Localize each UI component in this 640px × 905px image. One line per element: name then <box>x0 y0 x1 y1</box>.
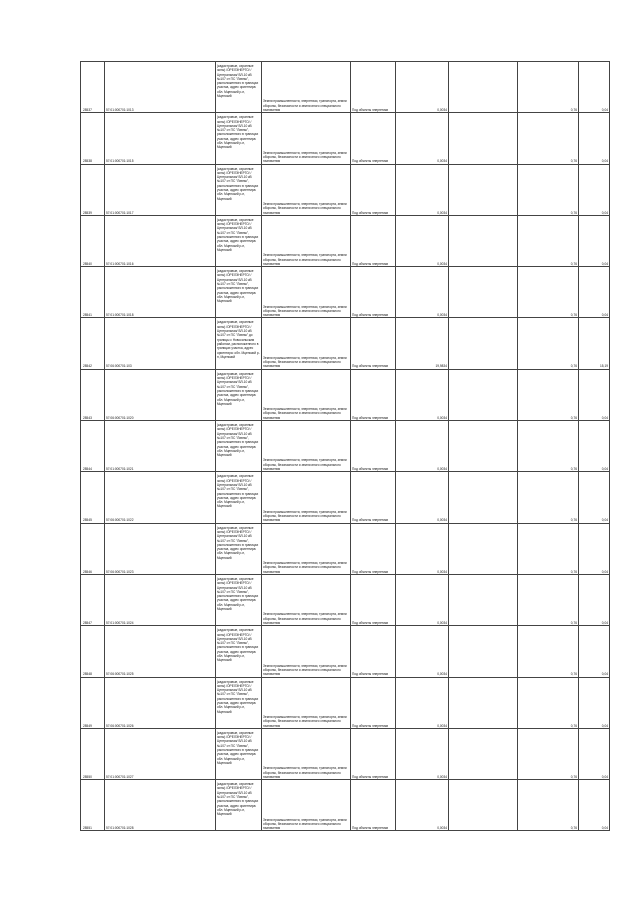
land-plots-table <box>80 61 610 831</box>
table-row <box>81 62 610 113</box>
object-description-cell: (кадастровые, охранные зоны) /ОРЕЛЭНЕРГО/ /Центральная/ ВЛ-10 кВ №107 от ПС "Ливны" до границы с Новосильским районом, расположенного в границах участка, адрес ориентира: обл. Мценский р-н, Мценский <box>216 318 262 369</box>
land-category-cell: Земли промышленности, энергетики, транспорта, земли обороны, безопасности и земли иного специального назначения <box>262 215 351 266</box>
empty-cell <box>449 62 518 113</box>
area-cell: 0,0034 <box>396 472 449 523</box>
table-row <box>81 369 610 420</box>
rate-cell: 0,76 <box>518 472 579 523</box>
empty-cell <box>449 369 518 420</box>
row-number-cell: 28544 <box>81 421 105 472</box>
rate-cell: 0,76 <box>518 164 579 215</box>
row-number-cell: 28547 <box>81 574 105 625</box>
land-category-cell: Земли промышленности, энергетики, транспорта, земли обороны, безопасности и земли иного специального назначения <box>262 369 351 420</box>
cadastral-number-cell: 57:01:000701:1021 <box>105 421 216 472</box>
row-number-cell: 28541 <box>81 267 105 318</box>
empty-cell <box>449 421 518 472</box>
area-cell: 0,0034 <box>396 267 449 318</box>
amount-cell: 0,04 <box>579 626 610 677</box>
rate-cell: 0,76 <box>518 369 579 420</box>
area-cell: 0,0034 <box>396 113 449 164</box>
row-number-cell: 28538 <box>81 113 105 164</box>
cadastral-number-cell: 57:01:000701:1017 <box>105 164 216 215</box>
empty-cell <box>449 113 518 164</box>
rate-cell: 0,76 <box>518 113 579 164</box>
empty-cell <box>449 677 518 728</box>
empty-cell <box>449 318 518 369</box>
permitted-use-cell: Под объекты энергетики <box>351 318 396 369</box>
cadastral-number-cell: 57:06:000701:103 <box>105 318 216 369</box>
area-cell: 0,0034 <box>396 421 449 472</box>
table-row <box>81 626 610 677</box>
land-category-cell: Земли промышленности, энергетики, транспорта, земли обороны, безопасности и земли иного специального назначения <box>262 780 351 831</box>
cadastral-number-cell: 57:06:000701:1022 <box>105 472 216 523</box>
rate-cell: 0,76 <box>518 523 579 574</box>
area-cell: 19,9834 <box>396 318 449 369</box>
rate-cell: 0,76 <box>518 267 579 318</box>
row-number-cell: 28545 <box>81 472 105 523</box>
empty-cell <box>449 780 518 831</box>
permitted-use-cell: Под объекты энергетики <box>351 574 396 625</box>
empty-cell <box>449 574 518 625</box>
land-category-cell: Земли промышленности, энергетики, транспорта, земли обороны, безопасности и земли иного специального назначения <box>262 421 351 472</box>
table-row <box>81 523 610 574</box>
row-number-cell: 28540 <box>81 215 105 266</box>
table-row <box>81 164 610 215</box>
empty-cell <box>449 626 518 677</box>
permitted-use-cell: Под объекты энергетики <box>351 164 396 215</box>
cadastral-number-cell: 57:01:000701:1024 <box>105 574 216 625</box>
land-category-cell: Земли промышленности, энергетики, транспорта, земли обороны, безопасности и земли иного специального назначения <box>262 472 351 523</box>
object-description-cell: (кадастровые, охранные зоны) /ОРЕЛЭНЕРГО/ /Центральная/ ВЛ-10 кВ №107 от ПС "Ливны", расположенного в границах участка, адрес ориентира: обл. Мценский р-н, Мценский <box>216 113 262 164</box>
empty-cell <box>449 164 518 215</box>
area-cell: 0,0034 <box>396 164 449 215</box>
empty-cell <box>449 728 518 779</box>
row-number-cell: 28550 <box>81 728 105 779</box>
object-description-cell: (кадастровые, охранные зоны) /ОРЕЛЭНЕРГО/ /Центральная/ ВЛ-10 кВ №107 от ПС "Ливны", расположенного в границах участка, адрес ориентира: обл. Мценский р-н, Мценский <box>216 164 262 215</box>
amount-cell: 0,04 <box>579 574 610 625</box>
row-number-cell: 28546 <box>81 523 105 574</box>
table-row <box>81 472 610 523</box>
table-row <box>81 574 610 625</box>
table-row <box>81 728 610 779</box>
object-description-cell: (кадастровые, охранные зоны) /ОРЕЛЭНЕРГО/ /Центральная/ ВЛ-10 кВ №107 от ПС "Ливны", расположенного в границах участка, адрес ориентира: обл. Мценский р-н, Мценский <box>216 780 262 831</box>
amount-cell: 0,04 <box>579 472 610 523</box>
amount-cell: 0,04 <box>579 677 610 728</box>
table-row <box>81 215 610 266</box>
rate-cell: 0,76 <box>518 626 579 677</box>
table-row <box>81 677 610 728</box>
amount-cell: 0,04 <box>579 267 610 318</box>
table-row <box>81 421 610 472</box>
row-number-cell: 28543 <box>81 369 105 420</box>
permitted-use-cell: Под объекты энергетики <box>351 626 396 677</box>
cadastral-number-cell: 57:06:000701:1026 <box>105 677 216 728</box>
permitted-use-cell: Под объекты энергетики <box>351 677 396 728</box>
cadastral-number-cell: 57:06:000701:1025 <box>105 626 216 677</box>
area-cell: 0,0034 <box>396 728 449 779</box>
area-cell: 0,0034 <box>396 62 449 113</box>
land-category-cell: Земли промышленности, энергетики, транспорта, земли обороны, безопасности и земли иного специального назначения <box>262 267 351 318</box>
table-row <box>81 267 610 318</box>
amount-cell: 0,04 <box>579 164 610 215</box>
cadastral-number-cell: 57:06:000701:1023 <box>105 523 216 574</box>
object-description-cell: (кадастровые, охранные зоны) /ОРЕЛЭНЕРГО/ /Центральная/ ВЛ-10 кВ №107 от ПС "Ливны", расположенного в границах участка, адрес ориентира: обл. Мценский р-н, Мценский <box>216 62 262 113</box>
permitted-use-cell: Под объекты энергетики <box>351 267 396 318</box>
rate-cell: 0,76 <box>518 728 579 779</box>
object-description-cell: (кадастровые, охранные зоны) /ОРЕЛЭНЕРГО/ /Центральная/ ВЛ-10 кВ №107 от ПС "Ливны", расположенного в границах участка, адрес ориентира: обл. Мценский р-н, Мценский <box>216 215 262 266</box>
permitted-use-cell: Под объекты энергетики <box>351 369 396 420</box>
permitted-use-cell: Под объекты энергетики <box>351 113 396 164</box>
rate-cell: 0,76 <box>518 780 579 831</box>
table-body <box>81 62 610 831</box>
area-cell: 0,0034 <box>396 626 449 677</box>
land-category-cell: Земли промышленности, энергетики, транспорта, земли обороны, безопасности и земли иного специального назначения <box>262 523 351 574</box>
row-number-cell: 28551 <box>81 780 105 831</box>
object-description-cell: (кадастровые, охранные зоны) /ОРЕЛЭНЕРГО/ /Центральная/ ВЛ-10 кВ №107 от ПС "Ливны", расположенного в границах участка, адрес ориентира: обл. Мценский р-н, Мценский <box>216 472 262 523</box>
empty-cell <box>449 523 518 574</box>
amount-cell: 0,04 <box>579 523 610 574</box>
land-category-cell: Земли промышленности, энергетики, транспорта, земли обороны, безопасности и земли иного специального назначения <box>262 164 351 215</box>
rate-cell: 0,76 <box>518 677 579 728</box>
amount-cell: 0,04 <box>579 728 610 779</box>
permitted-use-cell: Под объекты энергетики <box>351 62 396 113</box>
area-cell: 0,0034 <box>396 215 449 266</box>
permitted-use-cell: Под объекты энергетики <box>351 215 396 266</box>
cadastral-number-cell: 57:01:000701:1015 <box>105 113 216 164</box>
cadastral-number-cell: 57:06:000701:1020 <box>105 369 216 420</box>
land-category-cell: Земли промышленности, энергетики, транспорта, земли обороны, безопасности и земли иного специального назначения <box>262 626 351 677</box>
permitted-use-cell: Под объекты энергетики <box>351 472 396 523</box>
table-row <box>81 113 610 164</box>
amount-cell: 0,04 <box>579 215 610 266</box>
row-number-cell: 28539 <box>81 164 105 215</box>
permitted-use-cell: Под объекты энергетики <box>351 728 396 779</box>
empty-cell <box>449 472 518 523</box>
object-description-cell: (кадастровые, охранные зоны) /ОРЕЛЭНЕРГО/ /Центральная/ ВЛ-10 кВ №107 от ПС "Ливны", расположенного в границах участка, адрес ориентира: обл. Мценский р-н, Мценский <box>216 677 262 728</box>
land-category-cell: Земли промышленности, энергетики, транспорта, земли обороны, безопасности и земли иного специального назначения <box>262 113 351 164</box>
amount-cell: 0,04 <box>579 62 610 113</box>
row-number-cell: 28548 <box>81 626 105 677</box>
area-cell: 0,0034 <box>396 677 449 728</box>
row-number-cell: 28537 <box>81 62 105 113</box>
amount-cell: 15,19 <box>579 318 610 369</box>
amount-cell: 0,04 <box>579 113 610 164</box>
permitted-use-cell: Под объекты энергетики <box>351 780 396 831</box>
rate-cell: 0,76 <box>518 62 579 113</box>
permitted-use-cell: Под объекты энергетики <box>351 523 396 574</box>
object-description-cell: (кадастровые, охранные зоны) /ОРЕЛЭНЕРГО/ /Центральная/ ВЛ-10 кВ №107 от ПС "Ливны", расположенного в границах участка, адрес ориентира: обл. Мценский р-н, Мценский <box>216 421 262 472</box>
rate-cell: 0,76 <box>518 318 579 369</box>
rate-cell: 0,76 <box>518 574 579 625</box>
empty-cell <box>449 215 518 266</box>
permitted-use-cell: Под объекты энергетики <box>351 421 396 472</box>
empty-cell <box>449 267 518 318</box>
object-description-cell: (кадастровые, охранные зоны) /ОРЕЛЭНЕРГО/ /Центральная/ ВЛ-10 кВ №107 от ПС "Ливны", расположенного в границах участка, адрес ориентира: обл. Мценский р-н, Мценский <box>216 267 262 318</box>
row-number-cell: 28549 <box>81 677 105 728</box>
object-description-cell: (кадастровые, охранные зоны) /ОРЕЛЭНЕРГО/ /Центральная/ ВЛ-10 кВ №107 от ПС "Ливны", расположенного в границах участка, адрес ориентира: обл. Мценский р-н, Мценский <box>216 626 262 677</box>
cadastral-number-cell: 57:01:000701:1028 <box>105 780 216 831</box>
object-description-cell: (кадастровые, охранные зоны) /ОРЕЛЭНЕРГО/ /Центральная/ ВЛ-10 кВ №107 от ПС "Ливны", расположенного в границах участка, адрес ориентира: обл. Мценский р-н, Мценский <box>216 728 262 779</box>
cadastral-number-cell: 57:01:000701:1027 <box>105 728 216 779</box>
land-category-cell: Земли промышленности, энергетики, транспорта, земли обороны, безопасности и земли иного специального назначения <box>262 62 351 113</box>
object-description-cell: (кадастровые, охранные зоны) /ОРЕЛЭНЕРГО/ /Центральная/ ВЛ-10 кВ №107 от ПС "Ливны", расположенного в границах участка, адрес ориентира: обл. Мценский р-н, Мценский <box>216 369 262 420</box>
land-category-cell: Земли промышленности, энергетики, транспорта, земли обороны, безопасности и земли иного специального назначения <box>262 574 351 625</box>
table-row <box>81 318 610 369</box>
land-category-cell: Земли промышленности, энергетики, транспорта, земли обороны, безопасности и земли иного специального назначения <box>262 728 351 779</box>
cadastral-number-cell: 57:01:000701:1013 <box>105 62 216 113</box>
object-description-cell: (кадастровые, охранные зоны) /ОРЕЛЭНЕРГО/ /Центральная/ ВЛ-10 кВ №107 от ПС "Ливны", расположенного в границах участка, адрес ориентира: обл. Мценский р-н, Мценский <box>216 523 262 574</box>
land-category-cell: Земли промышленности, энергетики, транспорта, земли обороны, безопасности и земли иного специального назначения <box>262 677 351 728</box>
rate-cell: 0,76 <box>518 215 579 266</box>
object-description-cell: (кадастровые, охранные зоны) /ОРЕЛЭНЕРГО/ /Центральная/ ВЛ-10 кВ №107 от ПС "Ливны", расположенного в границах участка, адрес ориентира: обл. Мценский р-н, Мценский <box>216 574 262 625</box>
cadastral-number-cell: 57:01:000701:1016 <box>105 215 216 266</box>
amount-cell: 0,04 <box>579 421 610 472</box>
area-cell: 0,0034 <box>396 780 449 831</box>
land-category-cell: Земли промышленности, энергетики, транспорта, земли обороны, безопасности и земли иного специального назначения <box>262 318 351 369</box>
rate-cell: 0,76 <box>518 421 579 472</box>
area-cell: 0,0034 <box>396 369 449 420</box>
amount-cell: 0,04 <box>579 369 610 420</box>
cadastral-number-cell: 57:01:000701:1018 <box>105 267 216 318</box>
area-cell: 0,0034 <box>396 574 449 625</box>
table-row <box>81 780 610 831</box>
area-cell: 0,0034 <box>396 523 449 574</box>
amount-cell: 0,04 <box>579 780 610 831</box>
row-number-cell: 28542 <box>81 318 105 369</box>
